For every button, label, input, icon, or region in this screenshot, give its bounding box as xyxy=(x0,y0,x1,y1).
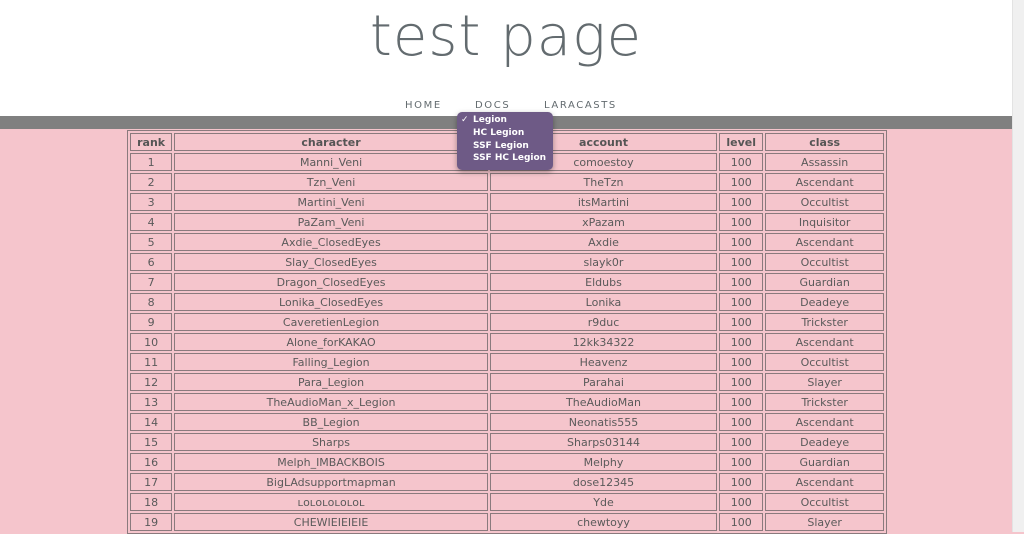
account-cell: Sharps03144 xyxy=(490,433,717,451)
character-cell: Tzn_Veni xyxy=(174,173,488,191)
class-cell: Guardian xyxy=(765,273,884,291)
account-cell: TheAudioMan xyxy=(490,393,717,411)
league-option-legion[interactable] xyxy=(457,114,553,127)
class-cell: Occultist xyxy=(765,493,884,511)
table-row xyxy=(130,213,884,231)
table-row xyxy=(130,473,884,491)
rank-cell: 4 xyxy=(130,213,172,231)
nav-link-laracasts[interactable]: LARACASTS xyxy=(544,100,617,111)
character-cell: Falling_Legion xyxy=(174,353,488,371)
league-dropdown-menu[interactable] xyxy=(457,112,553,170)
character-cell: Sharps xyxy=(174,433,488,451)
character-cell: Melph_IMBACKBOIS xyxy=(174,453,488,471)
checkmark-icon: ✓ xyxy=(461,115,469,125)
level-cell: 100 xyxy=(719,353,763,371)
table-row xyxy=(130,433,884,451)
rank-cell: 1 xyxy=(130,153,172,171)
account-cell: chewtoyy xyxy=(490,513,717,531)
class-cell: Occultist xyxy=(765,193,884,211)
table-row xyxy=(130,313,884,331)
account-cell: comoestoy xyxy=(490,153,717,171)
account-cell: Parahai xyxy=(490,373,717,391)
rank-cell: 19 xyxy=(130,513,172,531)
character-cell: Slay_ClosedEyes xyxy=(174,253,488,271)
character-cell: Axdie_ClosedEyes xyxy=(174,233,488,251)
account-cell: Heavenz xyxy=(490,353,717,371)
table-row xyxy=(130,173,884,191)
rank-cell: 9 xyxy=(130,313,172,331)
level-cell: 100 xyxy=(719,433,763,451)
league-option-hc-legion[interactable] xyxy=(457,127,553,140)
league-option-label: Legion xyxy=(473,115,507,125)
column-header-character: character xyxy=(174,133,488,151)
level-cell: 100 xyxy=(719,193,763,211)
character-cell: Alone_forKAKAO xyxy=(174,333,488,351)
account-cell: slayk0r xyxy=(490,253,717,271)
account-cell: TheTzn xyxy=(490,173,717,191)
table-row xyxy=(130,373,884,391)
class-cell: Guardian xyxy=(765,453,884,471)
level-cell: 100 xyxy=(719,453,763,471)
character-cell: BigLAdsupportmapman xyxy=(174,473,488,491)
table-row xyxy=(130,393,884,411)
class-cell: Inquisitor xyxy=(765,213,884,231)
league-option-label: SSF HC Legion xyxy=(473,153,547,164)
nav-link-home[interactable]: HOME xyxy=(405,100,442,111)
class-cell: Trickster xyxy=(765,393,884,411)
page-scrollbar[interactable] xyxy=(1012,0,1024,532)
nav-link-docs[interactable]: DOCS xyxy=(475,100,511,111)
class-cell: Ascendant xyxy=(765,413,884,431)
column-header-class: class xyxy=(765,133,884,151)
character-cell: Para_Legion xyxy=(174,373,488,391)
league-option-label: SSF Legion xyxy=(473,140,529,151)
character-cell: Dragon_ClosedEyes xyxy=(174,273,488,291)
character-cell: BB_Legion xyxy=(174,413,488,431)
ladder-table xyxy=(127,127,887,534)
table-row xyxy=(130,493,884,511)
class-cell: Assassin xyxy=(765,153,884,171)
rank-cell: 12 xyxy=(130,373,172,391)
rank-cell: 13 xyxy=(130,393,172,411)
account-cell: Eldubs xyxy=(490,273,717,291)
league-option-label: HC Legion xyxy=(473,127,525,138)
class-cell: Ascendant xyxy=(765,233,884,251)
character-cell: Martini_Veni xyxy=(174,193,488,211)
class-cell: Trickster xyxy=(765,313,884,331)
class-cell: Ascendant xyxy=(765,173,884,191)
level-cell: 100 xyxy=(719,173,763,191)
rank-cell: 5 xyxy=(130,233,172,251)
column-header-rank: rank xyxy=(130,133,172,151)
level-cell: 100 xyxy=(719,373,763,391)
table-row xyxy=(130,453,884,471)
ladder-table-container xyxy=(127,127,887,534)
account-cell: r9duc xyxy=(490,313,717,331)
rank-cell: 7 xyxy=(130,273,172,291)
level-cell: 100 xyxy=(719,393,763,411)
level-cell: 100 xyxy=(719,493,763,511)
rank-cell: 14 xyxy=(130,413,172,431)
table-row xyxy=(130,333,884,351)
class-cell: Deadeye xyxy=(765,433,884,451)
level-cell: 100 xyxy=(719,253,763,271)
account-cell: Lonika xyxy=(490,293,717,311)
table-row xyxy=(130,273,884,291)
level-cell: 100 xyxy=(719,273,763,291)
league-option-ssf-hc-legion[interactable] xyxy=(457,152,553,165)
account-cell: Yde xyxy=(490,493,717,511)
character-cell: TheAudioMan_x_Legion xyxy=(174,393,488,411)
table-row xyxy=(130,513,884,531)
level-cell: 100 xyxy=(719,513,763,531)
character-cell: CHEWIEIEIEIE xyxy=(174,513,488,531)
rank-cell: 18 xyxy=(130,493,172,511)
class-cell: Slayer xyxy=(765,513,884,531)
table-row xyxy=(130,233,884,251)
table-row xyxy=(130,253,884,271)
class-cell: Ascendant xyxy=(765,333,884,351)
rank-cell: 11 xyxy=(130,353,172,371)
character-cell: CaveretienLegion xyxy=(174,313,488,331)
column-header-level: level xyxy=(719,133,763,151)
level-cell: 100 xyxy=(719,153,763,171)
level-cell: 100 xyxy=(719,293,763,311)
rank-cell: 16 xyxy=(130,453,172,471)
level-cell: 100 xyxy=(719,213,763,231)
account-cell: 12kk34322 xyxy=(490,333,717,351)
column-header-account: account xyxy=(490,133,717,151)
account-cell: dose12345 xyxy=(490,473,717,491)
class-cell: Occultist xyxy=(765,253,884,271)
class-cell: Occultist xyxy=(765,353,884,371)
character-cell: Manni_Veni xyxy=(174,153,488,171)
account-cell: Axdie xyxy=(490,233,717,251)
page-title: test page xyxy=(369,4,643,69)
level-cell: 100 xyxy=(719,473,763,491)
character-cell: Lonika_ClosedEyes xyxy=(174,293,488,311)
table-row xyxy=(130,413,884,431)
level-cell: 100 xyxy=(719,333,763,351)
table-body xyxy=(130,153,884,531)
table-row xyxy=(130,353,884,371)
account-cell: itsMartini xyxy=(490,193,717,211)
character-cell: PaZam_Veni xyxy=(174,213,488,231)
rank-cell: 2 xyxy=(130,173,172,191)
class-cell: Ascendant xyxy=(765,473,884,491)
rank-cell: 15 xyxy=(130,433,172,451)
league-option-ssf-legion[interactable] xyxy=(457,140,553,153)
rank-cell: 17 xyxy=(130,473,172,491)
account-cell: xPazam xyxy=(490,213,717,231)
level-cell: 100 xyxy=(719,313,763,331)
table-row xyxy=(130,193,884,211)
account-cell: Melphy xyxy=(490,453,717,471)
rank-cell: 6 xyxy=(130,253,172,271)
character-cell: ʟᴏʟᴏʟᴏʟᴏʟᴏʟ xyxy=(174,493,488,511)
class-cell: Slayer xyxy=(765,373,884,391)
rank-cell: 10 xyxy=(130,333,172,351)
page-header xyxy=(0,0,1024,116)
level-cell: 100 xyxy=(719,233,763,251)
level-cell: 100 xyxy=(719,413,763,431)
class-cell: Deadeye xyxy=(765,293,884,311)
rank-cell: 8 xyxy=(130,293,172,311)
account-cell: Neonatis555 xyxy=(490,413,717,431)
table-row xyxy=(130,293,884,311)
rank-cell: 3 xyxy=(130,193,172,211)
